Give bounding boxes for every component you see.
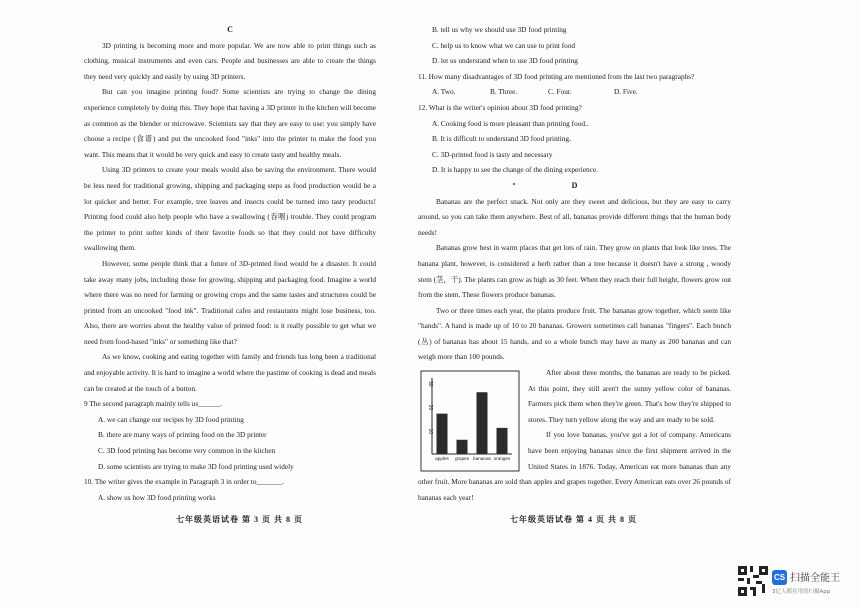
bar-oranges bbox=[497, 428, 508, 454]
question-11-option-a: A. Two. bbox=[432, 87, 456, 97]
question-9-option-d: D. some scientists are trying to make 3D food printing used widely bbox=[98, 461, 294, 471]
y-tick-label: 30 bbox=[427, 381, 433, 387]
question-9-option-a: A. we can change our recipes by 3D food printing bbox=[98, 414, 244, 424]
y-tick-label: 20 bbox=[427, 404, 433, 411]
question-10-option-c: C. help us to know what we can use to print food bbox=[432, 40, 576, 50]
passage-c-paragraph-5: As we know, cooking and eating together with family and friends has long been a traditional and enjoyable activity. It is hard to imagine a world where the pastime of cooking is dead and meals can be created at the touch of a button. bbox=[84, 352, 376, 393]
question-12-option-b: B. It is difficult to understand 3D food printing. bbox=[432, 134, 571, 144]
scanner-logo-icon: CS bbox=[772, 570, 787, 585]
passage-c-paragraph-3: Using 3D printers to create your meals would also be saving the environment. There would be less need for traditional growing, shipping and packaging steps as food production would be a lot quicker and better. For example, tree leaves and insects could be turned into tasty products! Printing food could also help people who have a swallowing (吞咽) trouble. They could program the printer to print softer kinds of their favorite foods so that they could not have difficulty swallowing them. bbox=[84, 165, 376, 253]
passage-c-paragraph-2: But can you imagine printing food? Some scientists are trying to change the dining experience completely by doing this. They hope that having a 3D printer in the kitchen will become as common as the blender or microwave. Scientists say that they are easy to use: you simply have choose a recipe (食谱) and put the uncooked food "inks" into the printer to make the food you want. This means that it would be very quick and easy to create tasty and healthy meals. bbox=[84, 87, 376, 159]
question-11-option-c: C. Four. bbox=[548, 87, 572, 97]
question-12-option-c: C. 3D-printed food is tasty and necessary bbox=[432, 149, 553, 159]
question-12-stem: 12. What is the writer's opinion about 3D food printing? bbox=[418, 102, 582, 112]
stray-mark bbox=[513, 183, 515, 185]
question-12-option-a: A. Cooking food is more pleasant than printing food.. bbox=[432, 118, 589, 128]
passage-d-paragraph-1: Bananas are the perfect snack. Not only are they sweet and delicious, but they are easy to carry around, so you can take them anywhere. Best of all, bananas provide different things that the human body needs! bbox=[418, 196, 731, 237]
passage-d-paragraph-2: Bananas grow best in warm places that get lots of rain. They grow on plants that look like trees. The banana plant, however, is considered a herb rather than a tree because it doesn't have a strong , woody stem (茎，干). The plants can grow as high as 30 feet. When they reach their full height, flowers grow out from the stem. These flowers produce bananas. bbox=[418, 243, 731, 300]
passage-c-paragraph-4: However, some people think that a future of 3D-printed food would be a disaster. It could take away many jobs, including those for growing, shipping and packaging food. Imagine a world where there was no need for farming or growing crops and the same tastes and structures could be printed from an uncooked "food ink". Traditional cafes and restaurants might lose business, too. Also, there are worries about the healthy value of printed food: is it really possible to get what we need from food-based "inks" or something like that? bbox=[84, 258, 376, 346]
x-tick-label-oranges: oranges bbox=[493, 456, 511, 462]
scanner-watermark bbox=[738, 566, 848, 600]
section-c-title: C bbox=[227, 25, 233, 34]
question-12-option-d: D. It is happy to see the change of the dining experience. bbox=[432, 165, 598, 175]
y-tick-label: 10 bbox=[427, 428, 433, 435]
bar-bananas bbox=[477, 392, 488, 454]
passage-d-paragraph-4: After about three months, the bananas are ready to be picked. At this point, they still aren't the sunny yellow color of bananas. Farmers pick them when they're green. That's how they're shipped to stores. They turn yellow along the way and are ready to be sold. bbox=[528, 368, 731, 424]
scanner-tagline: 3亿人都在用的扫描App bbox=[772, 589, 831, 595]
right-page bbox=[418, 22, 731, 505]
fruit-bar-chart-svg bbox=[420, 370, 520, 472]
right-page-footer: 七年级英语试卷 第 4 页 共 8 页 bbox=[510, 515, 637, 524]
question-11-options bbox=[418, 84, 731, 100]
bar-apples bbox=[437, 414, 448, 454]
question-10-option-d: D. let us understand when to use 3D food printing bbox=[432, 56, 578, 66]
x-tick-label-grapes: grapes bbox=[454, 456, 470, 462]
question-11-option-d: D. Five. bbox=[614, 87, 638, 97]
question-9-option-b: B. there are many ways of printing food on the 3D printer bbox=[98, 430, 267, 440]
scanner-app-name: 扫描全能王 bbox=[790, 573, 840, 584]
question-11-option-b: B. Three. bbox=[490, 87, 518, 97]
passage-c-paragraph-1: 3D printing is becoming more and more popular. We are now able to print things such as clothing, musical instruments and even cars. People and businesses are able to create the things they need very quickly and easily by using 3D printers. bbox=[84, 40, 376, 81]
passage-d-paragraph-5: If you love bananas, you've got a lot of company. Americans have been enjoying bananas since the first shipment arrived in the United States in 1876. Today, American eat more bananas than any other fruit. More bananas are sold than apples and grapes together. Every American eats over 26 pounds of bananas each year! bbox=[418, 430, 731, 502]
question-10-option-b: B. tell us why we should use 3D food printing bbox=[432, 25, 567, 34]
bar-grapes bbox=[457, 440, 468, 454]
fruit-bar-chart bbox=[420, 370, 520, 472]
x-tick-label-bananas: bananas bbox=[473, 456, 491, 462]
question-11-stem: 11. How many disadvantages of 3D food printing are mentioned from the last two paragraphs? bbox=[418, 71, 695, 81]
question-9-option-c: C. 3D food printing has become very common in the kitchen bbox=[98, 446, 276, 456]
left-page bbox=[84, 22, 376, 505]
question-9-stem: 9 The second paragraph mainly tells us______. bbox=[84, 399, 222, 409]
left-page-footer: 七年级英语试卷 第 3 页 共 8 页 bbox=[176, 515, 303, 524]
qr-code-icon bbox=[738, 566, 768, 596]
question-10-stem: 10. The writer gives the example in Paragraph 3 in order to_______. bbox=[84, 477, 284, 487]
passage-d-paragraph-3: Two or three times each year, the plants produce fruit. The bananas grow together, which seem like "hands". A hand is made up of 10 to 20 bananas. Growers sometimes call bananas "fingers". Each bunch (丛) of bananas has about 15 hands, and so a whole bunch may have as many as 200 bananas and can weigh more than 100 pounds. bbox=[418, 305, 731, 362]
question-10-option-a: A. show us how 3D food printing works bbox=[98, 492, 216, 502]
section-d-title: D bbox=[571, 180, 578, 190]
x-tick-label-apples: apples bbox=[435, 456, 449, 462]
